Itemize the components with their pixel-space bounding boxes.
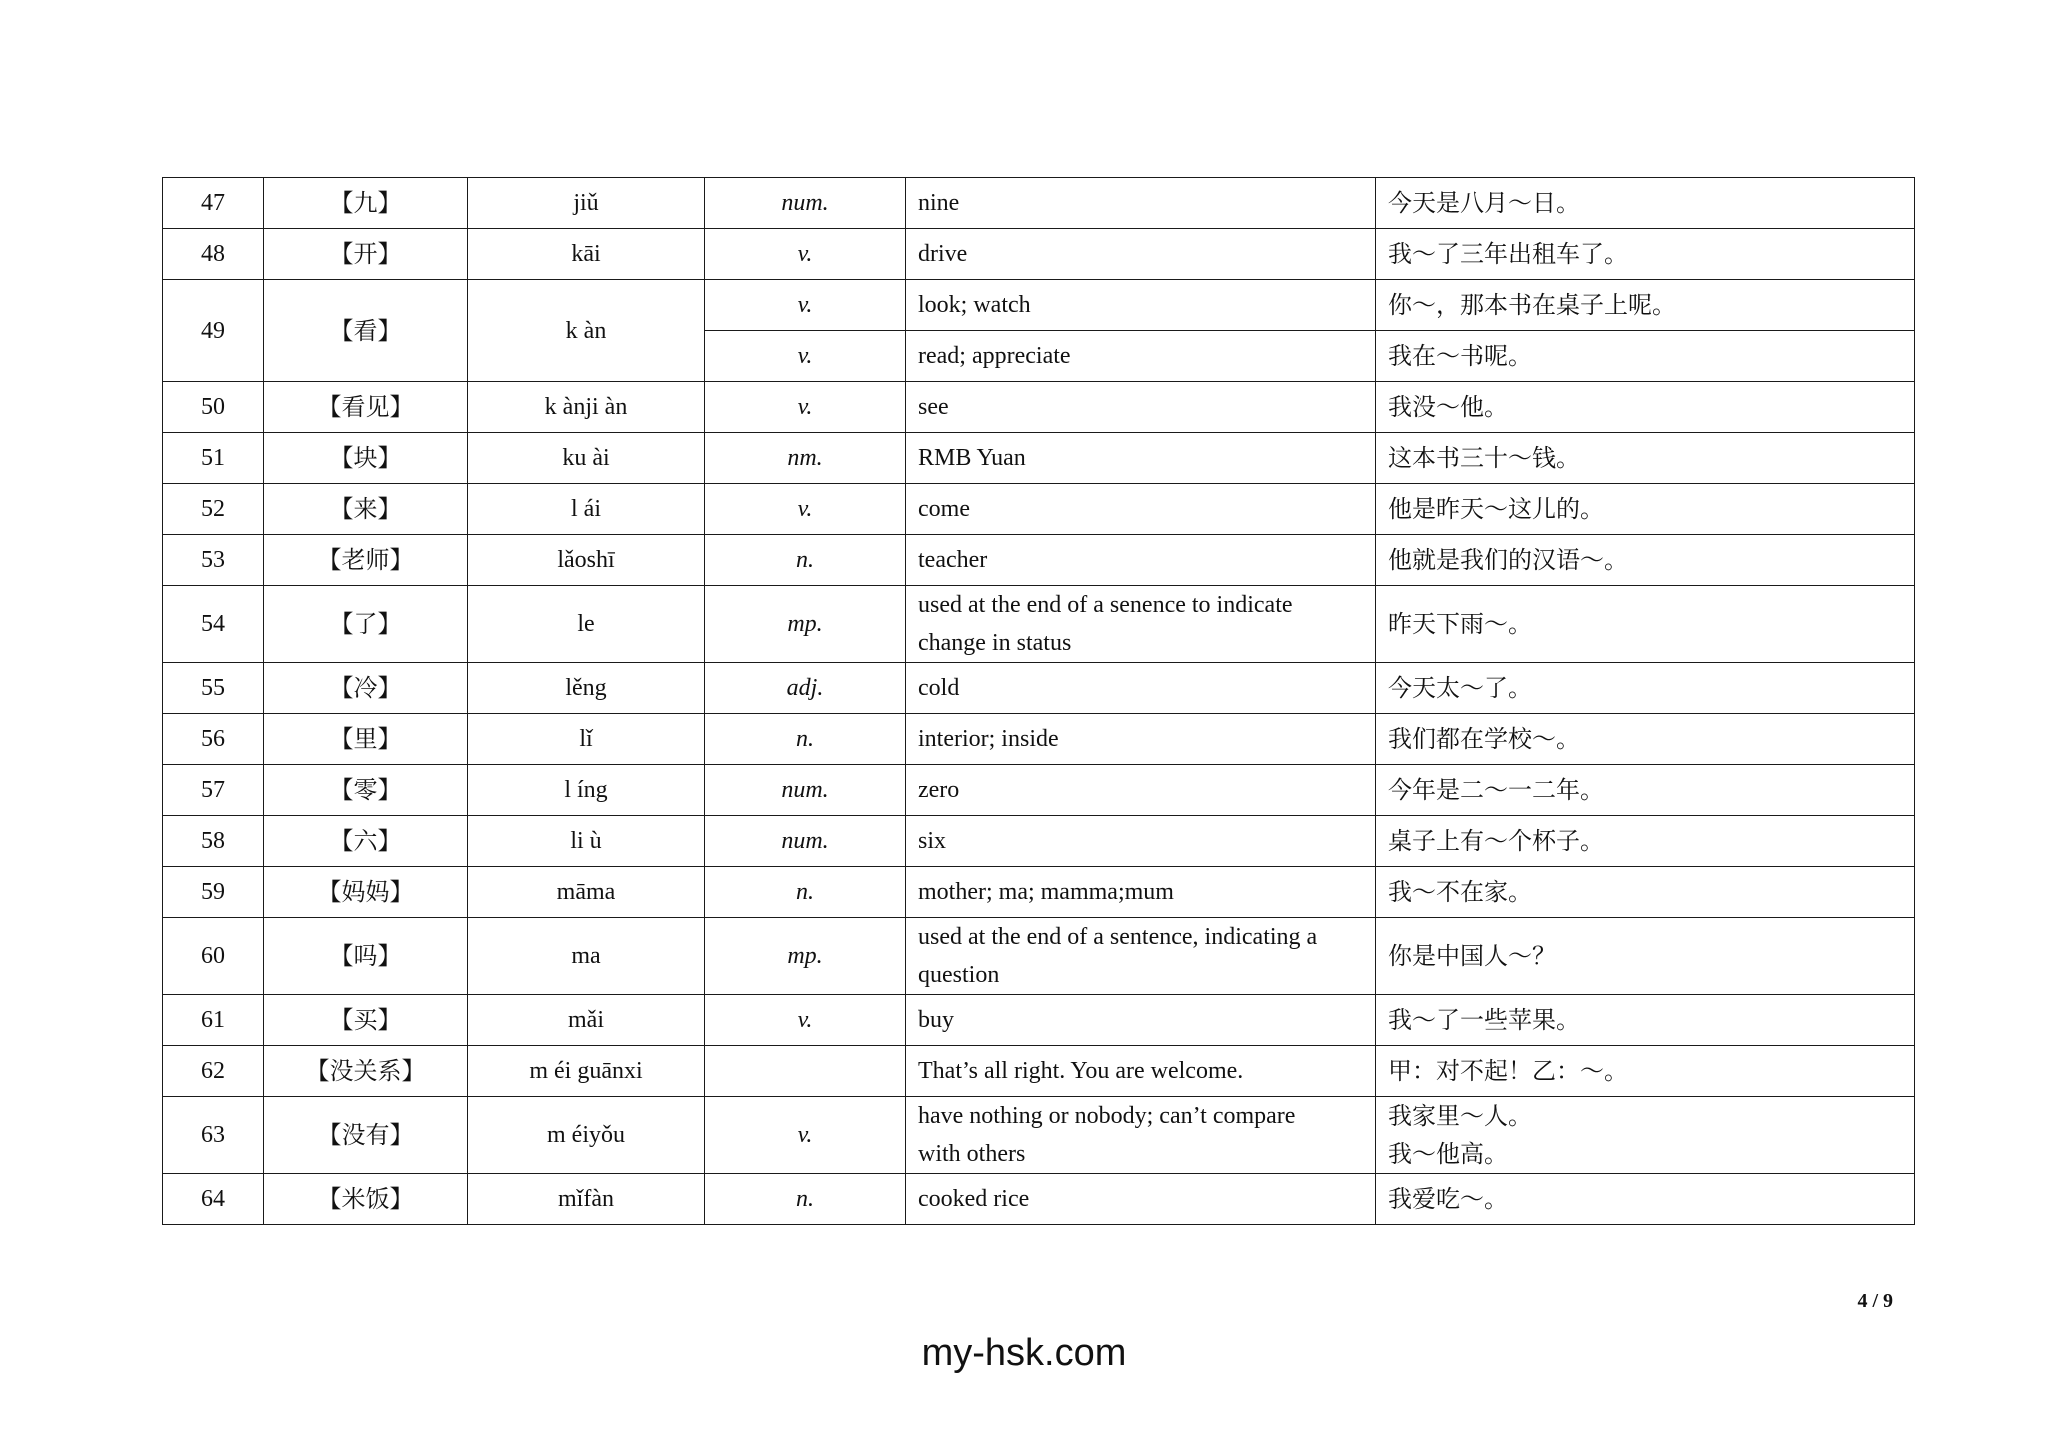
entry-definition: cooked rice	[906, 1174, 1376, 1225]
entry-pos: v.	[705, 484, 906, 535]
entry-pinyin: māma	[468, 867, 705, 918]
entry-number: 47	[163, 178, 264, 229]
table-row	[163, 586, 1915, 663]
vocabulary-table	[162, 177, 1915, 1225]
table-row	[163, 178, 1915, 229]
entry-word: 【没有】	[264, 1097, 468, 1174]
entry-pos: v.	[705, 1097, 906, 1174]
entry-definition: see	[906, 382, 1376, 433]
entry-pinyin: mǐfàn	[468, 1174, 705, 1225]
entry-number: 56	[163, 714, 264, 765]
table-row	[163, 433, 1915, 484]
entry-example: 今天是八月～日。	[1376, 178, 1915, 229]
entry-pos: num.	[705, 816, 906, 867]
table-row	[163, 995, 1915, 1046]
entry-number: 53	[163, 535, 264, 586]
table-row	[163, 280, 1915, 331]
entry-definition: drive	[906, 229, 1376, 280]
entry-word: 【老师】	[264, 535, 468, 586]
table-row	[163, 382, 1915, 433]
definition-line: with others	[918, 1141, 1026, 1167]
entry-number: 52	[163, 484, 264, 535]
entry-number: 55	[163, 663, 264, 714]
entry-pos: mp.	[705, 918, 906, 995]
entry-word: 【看见】	[264, 382, 468, 433]
entry-word: 【来】	[264, 484, 468, 535]
entry-word: 【开】	[264, 229, 468, 280]
entry-pinyin: le	[468, 586, 705, 663]
entry-pinyin: k ànji àn	[468, 382, 705, 433]
table-row	[163, 663, 1915, 714]
definition-line: have nothing or nobody; can’t compare	[918, 1103, 1296, 1129]
example-line: 我家里～人。	[1388, 1102, 1532, 1130]
entry-number: 61	[163, 995, 264, 1046]
table-row	[163, 484, 1915, 535]
entry-word: 【妈妈】	[264, 867, 468, 918]
table-row	[163, 229, 1915, 280]
entry-example: 这本书三十～钱。	[1376, 433, 1915, 484]
entry-pos	[705, 1046, 906, 1097]
entry-example: 他就是我们的汉语～。	[1376, 535, 1915, 586]
entry-pos: v.	[705, 382, 906, 433]
entry-example: 我们都在学校～。	[1376, 714, 1915, 765]
entry-number: 57	[163, 765, 264, 816]
table-row	[163, 918, 1915, 995]
entry-pos: mp.	[705, 586, 906, 663]
entry-number: 54	[163, 586, 264, 663]
entry-example: 你～，那本书在桌子上呢。	[1376, 280, 1915, 331]
entry-pinyin: m éiyǒu	[468, 1097, 705, 1174]
entry-pinyin: kāi	[468, 229, 705, 280]
entry-word: 【米饭】	[264, 1174, 468, 1225]
entry-pos: nm.	[705, 433, 906, 484]
entry-word: 【块】	[264, 433, 468, 484]
entry-word: 【吗】	[264, 918, 468, 995]
entry-pinyin: l íng	[468, 765, 705, 816]
entry-pos: v.	[705, 280, 906, 331]
entry-pinyin: ku ài	[468, 433, 705, 484]
entry-definition	[906, 586, 1376, 663]
entry-pinyin: lǐ	[468, 714, 705, 765]
entry-definition: zero	[906, 765, 1376, 816]
entry-example: 我～了一些苹果。	[1376, 995, 1915, 1046]
entry-number: 50	[163, 382, 264, 433]
definition-line: change in status	[918, 630, 1072, 656]
entry-word: 【看】	[264, 280, 468, 382]
entry-number: 62	[163, 1046, 264, 1097]
entry-example: 今年是二～一二年。	[1376, 765, 1915, 816]
entry-number: 49	[163, 280, 264, 382]
entry-word: 【九】	[264, 178, 468, 229]
entry-number: 63	[163, 1097, 264, 1174]
entry-number: 48	[163, 229, 264, 280]
entry-definition: look; watch	[906, 280, 1376, 331]
table-row	[163, 1174, 1915, 1225]
entry-definition: nine	[906, 178, 1376, 229]
entry-pinyin: jiǔ	[468, 178, 705, 229]
entry-example: 我～了三年出租车了。	[1376, 229, 1915, 280]
table-row	[163, 1046, 1915, 1097]
entry-definition: RMB Yuan	[906, 433, 1376, 484]
entry-pos: n.	[705, 535, 906, 586]
entry-example: 我没～他。	[1376, 382, 1915, 433]
definition-line: used at the end of a sentence, indicating a	[918, 924, 1318, 950]
table-row	[163, 1097, 1915, 1174]
entry-pos: v.	[705, 331, 906, 382]
entry-definition: come	[906, 484, 1376, 535]
entry-example	[1376, 1097, 1915, 1174]
entry-definition: That’s all right. You are welcome.	[906, 1046, 1376, 1097]
entry-pinyin: l ái	[468, 484, 705, 535]
definition-line: used at the end of a senence to indicate	[918, 592, 1293, 618]
entry-number: 64	[163, 1174, 264, 1225]
entry-pinyin: li ù	[468, 816, 705, 867]
entry-pinyin: k àn	[468, 280, 705, 382]
entry-number: 58	[163, 816, 264, 867]
entry-example: 我～不在家。	[1376, 867, 1915, 918]
entry-example: 甲：对不起！乙：～。	[1376, 1046, 1915, 1097]
entry-pos: n.	[705, 1174, 906, 1225]
entry-example: 你是中国人～？	[1376, 918, 1915, 995]
entry-number: 60	[163, 918, 264, 995]
entry-word: 【买】	[264, 995, 468, 1046]
entry-pos: v.	[705, 229, 906, 280]
entry-example: 桌子上有～个杯子。	[1376, 816, 1915, 867]
entry-word: 【里】	[264, 714, 468, 765]
entry-pos: adj.	[705, 663, 906, 714]
table-row	[163, 765, 1915, 816]
entry-pos: n.	[705, 867, 906, 918]
entry-definition: mother; ma; mamma;mum	[906, 867, 1376, 918]
table-row	[163, 867, 1915, 918]
entry-pinyin: m éi guānxi	[468, 1046, 705, 1097]
entry-word: 【零】	[264, 765, 468, 816]
entry-pos: num.	[705, 765, 906, 816]
entry-number: 51	[163, 433, 264, 484]
entry-definition: cold	[906, 663, 1376, 714]
table-row	[163, 535, 1915, 586]
entry-definition: interior; inside	[906, 714, 1376, 765]
entry-number: 59	[163, 867, 264, 918]
entry-word: 【了】	[264, 586, 468, 663]
entry-definition: buy	[906, 995, 1376, 1046]
entry-example: 我在～书呢。	[1376, 331, 1915, 382]
entry-definition: six	[906, 816, 1376, 867]
table-row	[163, 714, 1915, 765]
entry-pinyin: lěng	[468, 663, 705, 714]
site-watermark: my-hsk.com	[921, 1332, 1127, 1374]
entry-pinyin: ma	[468, 918, 705, 995]
entry-example: 他是昨天～这儿的。	[1376, 484, 1915, 535]
entry-definition	[906, 1097, 1376, 1174]
entry-definition	[906, 918, 1376, 995]
entry-pos: num.	[705, 178, 906, 229]
entry-word: 【冷】	[264, 663, 468, 714]
entry-example: 我爱吃～。	[1376, 1174, 1915, 1225]
entry-word: 【没关系】	[264, 1046, 468, 1097]
table-row	[163, 816, 1915, 867]
page-number: 4 / 9	[1857, 1290, 1893, 1312]
entry-pinyin: lǎoshī	[468, 535, 705, 586]
entry-pos: v.	[705, 995, 906, 1046]
entry-example: 昨天下雨～。	[1376, 586, 1915, 663]
entry-definition: read; appreciate	[906, 331, 1376, 382]
entry-definition: teacher	[906, 535, 1376, 586]
entry-pinyin: mǎi	[468, 995, 705, 1046]
entry-pos: n.	[705, 714, 906, 765]
example-line: 我～他高。	[1388, 1140, 1508, 1168]
definition-line: question	[918, 962, 1000, 988]
entry-example: 今天太～了。	[1376, 663, 1915, 714]
entry-word: 【六】	[264, 816, 468, 867]
